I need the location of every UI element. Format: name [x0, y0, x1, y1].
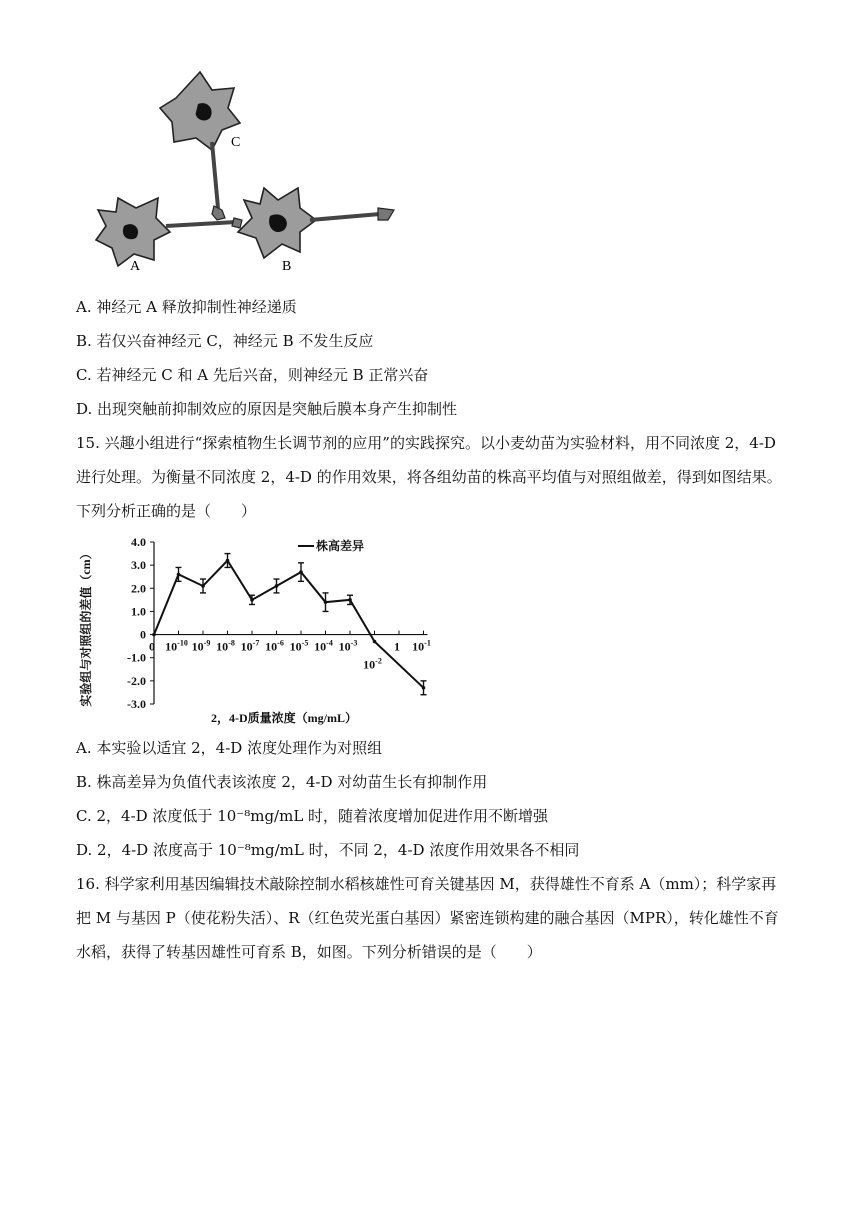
y-tick-label: -2.0 — [127, 673, 146, 688]
y-tick-label: 0 — [140, 627, 146, 642]
q15-option-b: B. 株高差异为负值代表该浓度 2，4-D 对幼苗生长有抑制作用 — [76, 773, 488, 791]
label-neuron-a: A — [130, 259, 141, 274]
x-tick-label: $10^{-4}$ — [314, 638, 333, 654]
series-line-growth-difference — [154, 561, 424, 688]
q16-stem-line-3: 水稻，获得了转基因雄性可育系 B，如图。下列分析错误的是（ ） — [76, 943, 542, 961]
q15-option-d: D. 2，4-D 浓度高于 10⁻⁸mg/mL 时，不同 2，4-D 浓度作用效果各不相同 — [76, 841, 580, 859]
q14-option-b: B. 若仅兴奋神经元 C，神经元 B 不发生反应 — [76, 332, 374, 350]
x-tick-label: $10^{-3}$ — [338, 638, 358, 654]
q16-stem-line-1: 16. 科学家利用基因编辑技术敲除控制水稻核雄性可育关键基因 M，获得雄性不育系 A（mm）；科学家再 — [76, 875, 777, 893]
q15-stem-line-3: 下列分析正确的是（ ） — [76, 502, 257, 520]
x-tick-label: $10^{-1}$ — [412, 638, 431, 654]
label-neuron-c: C — [231, 135, 241, 150]
x-tick-label: $10^{-6}$ — [265, 638, 284, 654]
neuron-a — [96, 198, 242, 266]
y-tick-label: -1.0 — [127, 650, 146, 665]
x-tick-label: $10^{-7}$ — [240, 638, 260, 654]
data-point — [348, 598, 352, 602]
q15-stem-line-1: 15. 兴趣小组进行“探索植物生长调节剂的应用”的实践探究。以小麦幼苗为实验材料，用不同浓度 2，4-D — [76, 434, 776, 452]
x-tick-label: 1 — [394, 639, 400, 654]
x-tick-label: $10^{-2}$ — [363, 656, 382, 672]
neuron-diagram — [88, 68, 408, 278]
q14-option-d: D. 出现突触前抑制效应的原因是突触后膜本身产生抑制性 — [76, 400, 458, 418]
x-tick-label: $10^{-8}$ — [216, 638, 235, 654]
y-tick-label: 2.0 — [131, 581, 146, 596]
x-tick-label: 0 — [149, 639, 155, 654]
neuron-b — [238, 188, 394, 258]
data-point — [373, 640, 377, 644]
q14-option-c: C. 若神经元 C 和 A 先后兴奋，则神经元 B 正常兴奋 — [76, 366, 429, 384]
legend-label: 株高差异 — [316, 539, 365, 553]
q14-option-a: A. 神经元 A 释放抑制性神经递质 — [76, 298, 297, 316]
data-point — [177, 573, 181, 577]
data-point — [324, 600, 328, 604]
y-tick-label: 3.0 — [131, 558, 146, 573]
q15-stem-line-2: 进行处理。为衡量不同浓度 2，4-D 的作用效果，将各组幼苗的株高平均值与对照组做差，得到如图结果。 — [76, 468, 782, 486]
x-tick-label: $10^{-9}$ — [191, 638, 211, 654]
y-tick-label: -3.0 — [127, 697, 146, 711]
q15-option-c: C. 2，4-D 浓度低于 10⁻⁸mg/mL 时，随着浓度增加促进作用不断增强 — [76, 807, 549, 825]
data-point — [226, 559, 230, 563]
data-point — [201, 584, 205, 588]
q15-option-a: A. 本实验以适宜 2，4-D 浓度处理作为对照组 — [76, 739, 383, 757]
q16-stem-line-2: 把 M 与基因 P（使花粉失活）、R（红色荧光蛋白基因）紧密连锁构建的融合基因（MPR），转化雄性不育 — [76, 909, 779, 927]
data-point — [152, 633, 156, 637]
label-neuron-b: B — [282, 259, 292, 274]
x-axis-title: 2，4-D质量浓度（mg/mL） — [211, 711, 357, 725]
data-point — [299, 570, 303, 574]
data-point — [422, 686, 426, 690]
data-point — [275, 584, 279, 588]
y-tick-label: 1.0 — [131, 604, 146, 619]
x-tick-label: $10^{-5}$ — [289, 638, 309, 654]
data-point — [250, 598, 254, 602]
x-tick-label: $10^{-10}$ — [165, 638, 188, 654]
y-tick-label: 4.0 — [131, 535, 146, 549]
neuron-c — [160, 72, 240, 220]
growth-difference-chart — [76, 530, 456, 728]
y-axis-title: 实验组与对照组的差值（cm） — [79, 547, 93, 707]
